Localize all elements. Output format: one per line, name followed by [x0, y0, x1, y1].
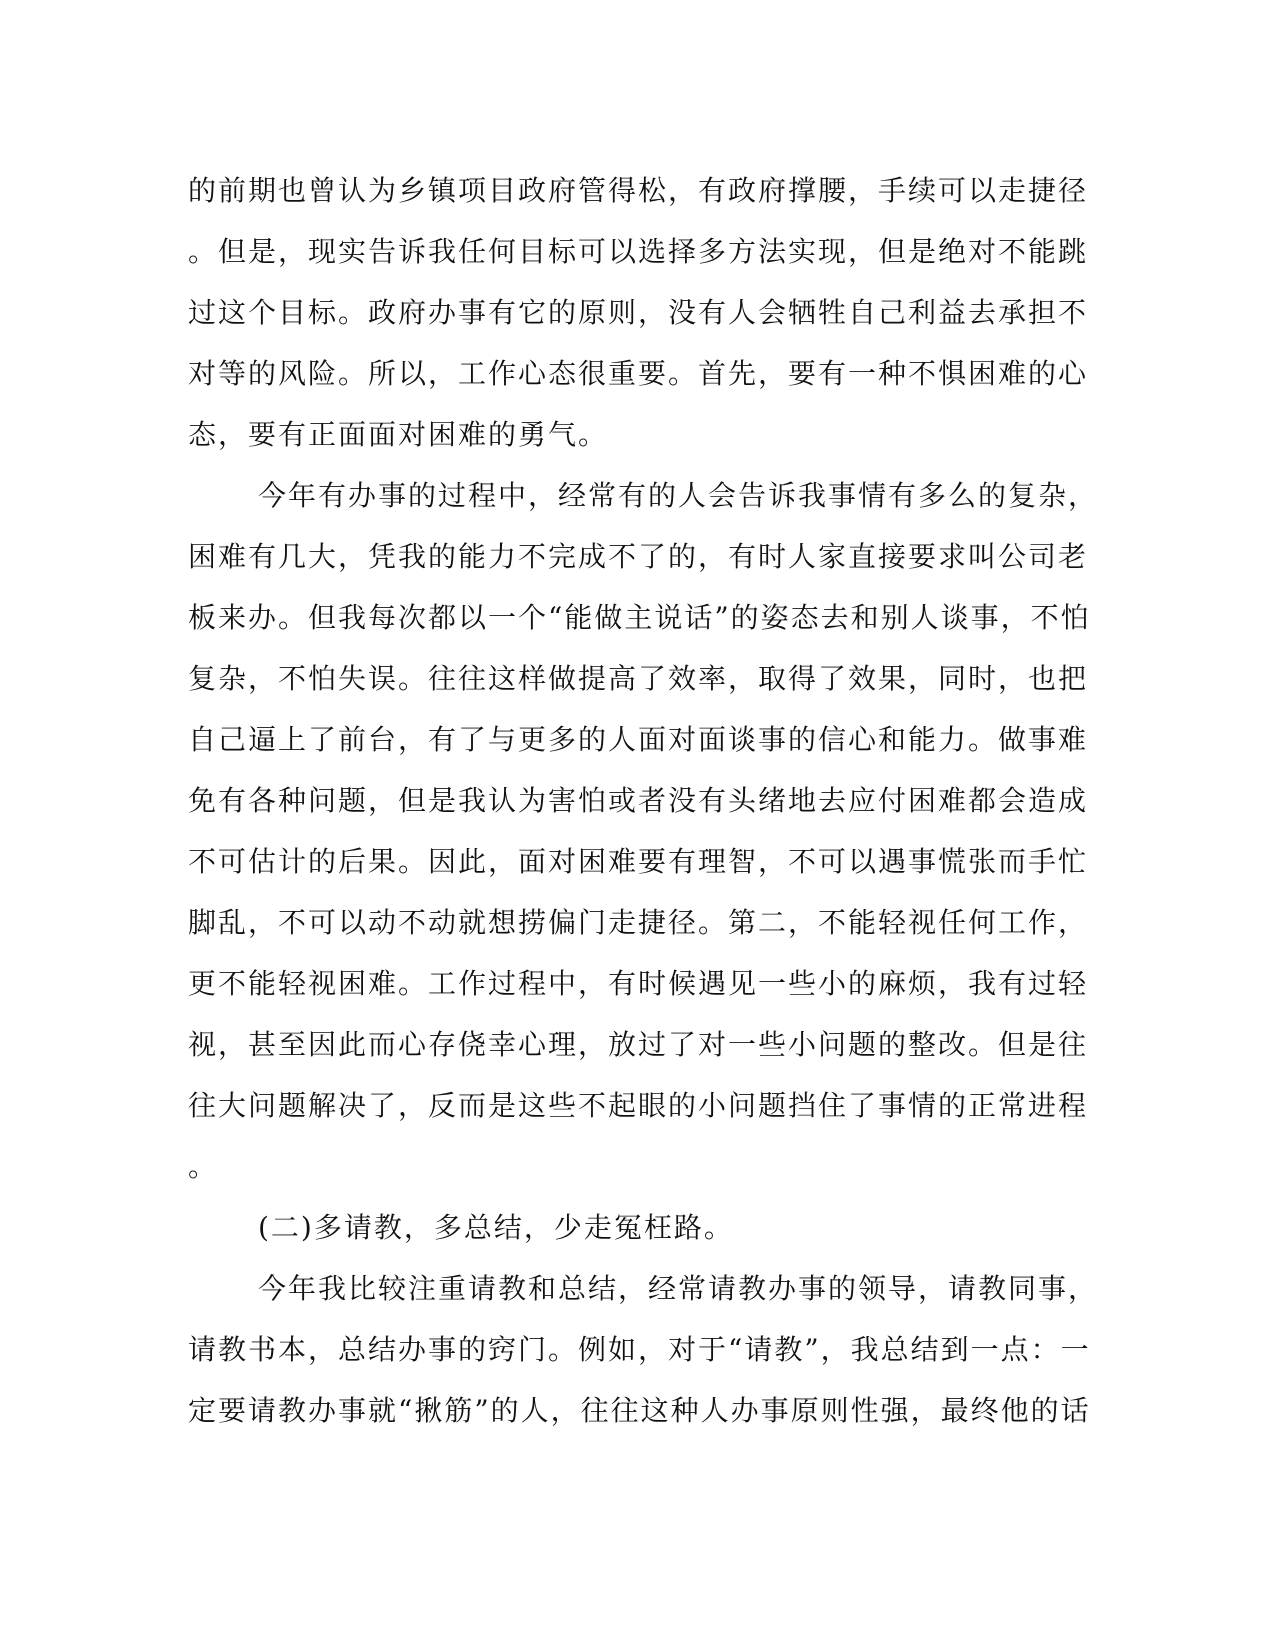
paragraph-1 — [188, 160, 1089, 465]
paragraph-2 — [188, 465, 1099, 1197]
text-line: 视，甚至因此而心存侥幸心理，放过了对一些小问题的整改。但是往 — [188, 1028, 1089, 1061]
text-line: 过这个目标。政府办事有它的原则，没有人会牺牲自己利益去承担不 — [188, 296, 1089, 329]
text-line: 免有各种问题，但是我认为害怕或者没有头绪地去应付困难都会造成 — [188, 784, 1089, 817]
text-line: 。 — [188, 1150, 219, 1183]
text-line: 不可估计的后果。因此，面对困难要有理智，不可以遇事慌张而手忙 — [188, 845, 1089, 878]
text-line: 的前期也曾认为乡镇项目政府管得松，有政府撑腰，手续可以走捷径 — [188, 174, 1089, 207]
text-line: 自己逼上了前台，有了与更多的人面对面谈事的信心和能力。做事难 — [188, 723, 1089, 756]
text-line: 态，要有正面面对困难的勇气。 — [188, 418, 609, 451]
text-line: 困难有几大，凭我的能力不完成不了的，有时人家直接要求叫公司老 — [188, 540, 1089, 573]
text-line: 更不能轻视困难。工作过程中，有时候遇见一些小的麻烦，我有过轻 — [188, 967, 1089, 1000]
text-line: 对等的风险。所以，工作心态很重要。首先，要有一种不惧困难的心 — [188, 357, 1089, 390]
text-line: 往大问题解决了，反而是这些不起眼的小问题挡住了事情的正常进程 — [188, 1089, 1089, 1122]
text-line: 。但是，现实告诉我任何目标可以选择多方法实现，但是绝对不能跳 — [188, 235, 1089, 268]
section-heading — [188, 1197, 1058, 1258]
section-heading-text: (二)多请教，多总结，少走冤枉路。 — [258, 1211, 734, 1244]
text-line: 定要请教办事就“揪筋”的人，往往这种人办事原则性强，最终他的话 — [188, 1394, 1091, 1427]
document-body — [188, 160, 1099, 1441]
text-line: 今年我比较注重请教和总结，经常请教办事的领导，请教同事， — [258, 1272, 1099, 1305]
text-line: 请教书本，总结办事的窍门。例如，对于“请教”，我总结到一点：一 — [188, 1333, 1091, 1366]
text-line: 脚乱，不可以动不动就想捞偏门走捷径。第二，不能轻视任何工作， — [188, 906, 1089, 939]
paragraph-3 — [188, 1258, 1099, 1441]
text-line: 复杂，不怕失误。往往这样做提高了效率，取得了效果，同时，也把 — [188, 662, 1089, 695]
text-line: 今年有办事的过程中，经常有的人会告诉我事情有多么的复杂， — [258, 479, 1099, 512]
text-line: 板来办。但我每次都以一个“能做主说话”的姿态去和别人谈事，不怕 — [188, 601, 1091, 634]
